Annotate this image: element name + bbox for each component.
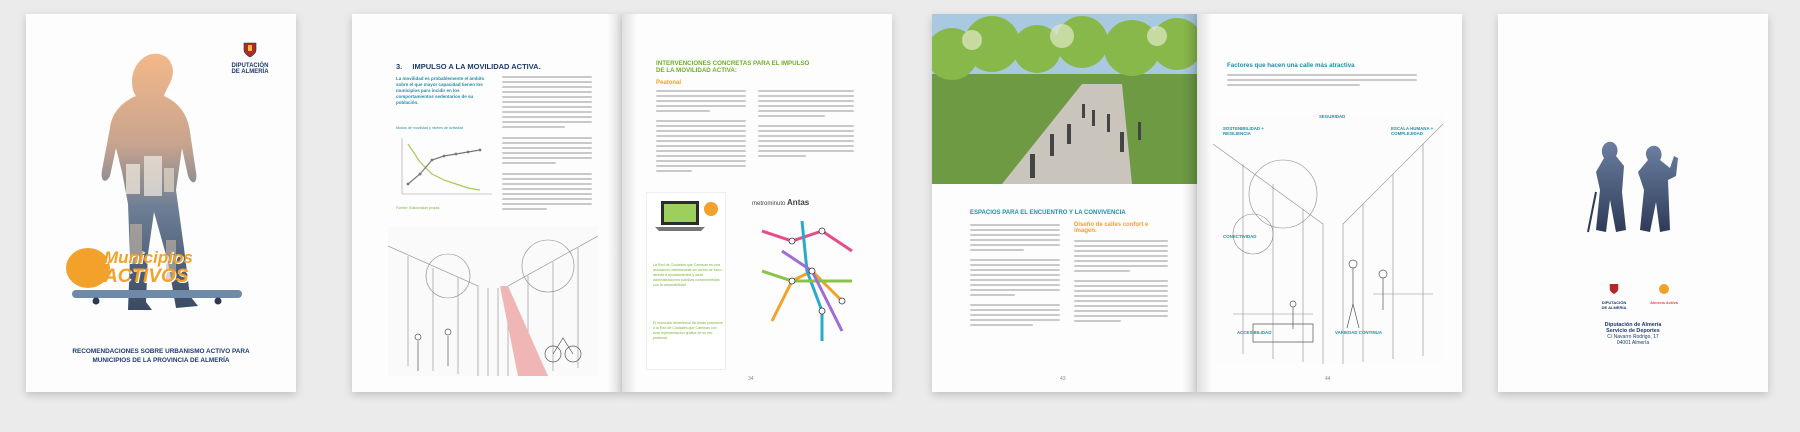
interventions-heading-line1: INTERVENCIONES CONCRETAS PARA EL IMPULSO bbox=[656, 60, 810, 67]
body-col-a bbox=[970, 224, 1060, 329]
section-heading bbox=[396, 62, 541, 71]
metro-city: Antas bbox=[787, 198, 810, 207]
back-logo-text-2: DE ALMERÍA bbox=[1601, 305, 1627, 310]
ciudades-que-caminan-card bbox=[646, 192, 726, 370]
spread1-left-page bbox=[352, 14, 622, 392]
spread2-left-page bbox=[932, 14, 1197, 392]
metro-title bbox=[752, 198, 872, 207]
back-address bbox=[1498, 322, 1768, 346]
back-address-line1: C/ Navarro Rodrigo, 17 bbox=[1607, 334, 1659, 340]
cover-subtitle-line1: RECOMENDACIONES SOBRE URBANISMO ACTIVO PARA bbox=[72, 348, 250, 355]
metrominuto-map bbox=[752, 198, 872, 358]
label-escala-humana-text: ESCALA HUMANA + COMPLEJIDAD bbox=[1391, 126, 1434, 136]
label-sostenibilidad bbox=[1223, 126, 1283, 136]
metro-brand: metrominuto bbox=[752, 201, 786, 207]
back-coat-of-arms-icon bbox=[1609, 283, 1619, 295]
section-title: IMPULSO A LA MOVILIDAD ACTIVA. bbox=[412, 62, 541, 71]
chart-title: Modos de movilidad y niveles de actividad bbox=[396, 126, 464, 130]
peatonal-subheading: Peatonal bbox=[656, 80, 682, 86]
back-logo-almeria-activa bbox=[1644, 282, 1684, 305]
back-org-line2: Servicio de Deportes bbox=[1606, 328, 1660, 334]
design-subheading-line1: Diseño de calles confort e bbox=[1074, 222, 1149, 228]
label-seguridad bbox=[1319, 114, 1379, 119]
page-number-43: 43 bbox=[1060, 376, 1066, 382]
card-text-1: La Red de Ciudades que Caminan es una asociación internacional sin ánimo de lucro, abierta a ayuntamientos y otras administraciones públicas comprometidas con la caminabilidad. bbox=[653, 263, 723, 287]
interventions-heading bbox=[656, 60, 856, 74]
municipios-activos-logo bbox=[48, 246, 268, 306]
card-text-2: El municipio almeriense de Antas promueve a la Red de Ciudades que Caminan con esta representación gráfica de su red peatonal. bbox=[653, 321, 723, 340]
label-variedad-text: VARIEDAD CONTINUA bbox=[1335, 330, 1382, 335]
label-accesibilidad-text: ACCESIBILIDAD bbox=[1237, 330, 1272, 335]
factors-intro bbox=[1227, 74, 1417, 89]
back-logo-text-3: Almería Activa bbox=[1650, 300, 1678, 305]
front-cover bbox=[26, 14, 296, 392]
body-column-right bbox=[502, 76, 592, 213]
spread1-gutter bbox=[607, 14, 637, 392]
street-factors-sketch bbox=[1213, 114, 1443, 364]
interventions-heading-line2: DE LA MOVILIDAD ACTIVA: bbox=[656, 67, 737, 74]
org-name-bottom: DE ALMERÍA bbox=[231, 69, 269, 75]
logo-word-activos: ACTIVOS bbox=[104, 266, 189, 287]
laptop-icon bbox=[653, 199, 719, 235]
label-accesibilidad bbox=[1237, 330, 1297, 335]
street-sketch-illustration bbox=[388, 226, 598, 376]
encounter-heading: ESPACIOS PARA EL ENCUENTRO Y LA CONVIVENCIA bbox=[970, 210, 1126, 216]
back-logo-text-1: DIPUTACIÓN bbox=[1601, 300, 1627, 305]
spread2-right-page bbox=[1197, 14, 1462, 392]
intro-paragraph: La movilidad es probablemente el ámbito sobre el que mayor capacidad tienen los municipios para incidir en los comportamientos sedentarios de su población. bbox=[396, 76, 485, 105]
metro-lines bbox=[752, 211, 872, 351]
label-escala-humana bbox=[1391, 126, 1451, 136]
body-col-b bbox=[1074, 240, 1168, 325]
org-name-top: DIPUTACIÓN bbox=[231, 63, 269, 69]
label-sostenibilidad-text: SOSTENIBILIDAD + RESILIENCIA bbox=[1223, 126, 1264, 136]
back-cover bbox=[1498, 14, 1768, 392]
mobility-chart bbox=[396, 134, 496, 204]
back-org-line1: Diputación de Almería bbox=[1604, 322, 1662, 328]
design-subheading-line2: imagen. bbox=[1074, 228, 1097, 234]
design-subheading bbox=[1074, 222, 1174, 234]
almeria-activa-icon bbox=[1658, 283, 1670, 295]
cover-subtitle bbox=[26, 348, 296, 364]
label-seguridad-text: SEGURIDAD bbox=[1319, 114, 1346, 119]
page-number-34: 34 bbox=[748, 376, 754, 382]
cover-subtitle-line2: MUNICIPIOS DE LA PROVINCIA DE ALMERÍA bbox=[92, 357, 230, 364]
back-logo-diputacion bbox=[1594, 282, 1634, 310]
back-logos bbox=[1594, 282, 1684, 312]
spread1-right-page bbox=[622, 14, 892, 392]
section-number: 3. bbox=[396, 62, 403, 71]
back-address-line2: 04001 Almería bbox=[1616, 340, 1650, 346]
logo-word-municipios: Municipios bbox=[104, 248, 193, 267]
label-variedad bbox=[1335, 330, 1395, 335]
park-photo bbox=[932, 14, 1197, 184]
page-number-44: 44 bbox=[1325, 376, 1331, 382]
body-col-2 bbox=[758, 90, 854, 160]
factors-heading: Factores que hacen una calle más atractiva bbox=[1227, 62, 1355, 69]
chart-caption: Fuente: Elaboración propia. bbox=[396, 206, 441, 210]
label-conectividad bbox=[1223, 234, 1283, 239]
spread2-gutter bbox=[1182, 14, 1212, 392]
body-col-1 bbox=[656, 90, 746, 175]
label-conectividad-text: CONECTIVIDAD bbox=[1223, 234, 1257, 239]
two-figures-silhouette bbox=[1578, 132, 1688, 242]
